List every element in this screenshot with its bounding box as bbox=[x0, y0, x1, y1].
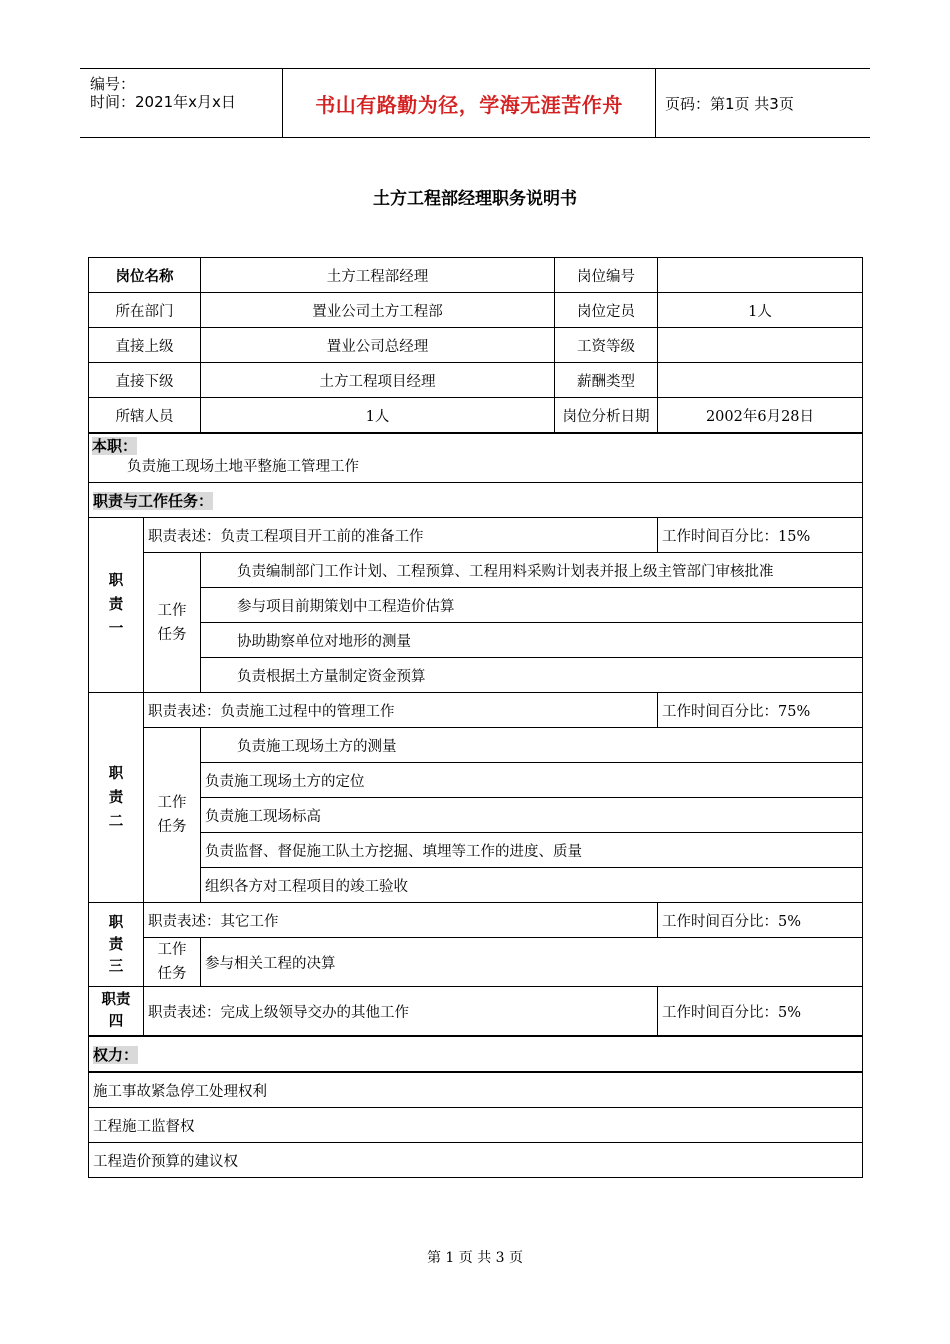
task-row bbox=[89, 728, 863, 763]
task-label: 工作 任务 bbox=[144, 938, 201, 987]
powers-label: 权力： bbox=[93, 1045, 139, 1064]
duties-label: 职责与工作任务： bbox=[93, 491, 214, 510]
task-item: 组织各方对工程项目的竣工验收 bbox=[201, 868, 863, 903]
task-row bbox=[89, 553, 863, 588]
page-footer: 第 1 页 共 3 页 bbox=[426, 1250, 524, 1266]
info-key: 所在部门 bbox=[89, 293, 201, 328]
duty-label: 职 责 一 bbox=[89, 518, 144, 693]
task-item: 负责施工现场土方的测量 bbox=[201, 728, 863, 763]
power-item: 工程造价预算的建议权 bbox=[89, 1143, 863, 1178]
task-row bbox=[89, 658, 863, 693]
powers-header-cell bbox=[89, 1036, 863, 1072]
info-row bbox=[89, 258, 863, 293]
task-label: 工作 任务 bbox=[144, 553, 201, 693]
duties-header-row bbox=[89, 483, 863, 518]
header-meta bbox=[80, 69, 282, 137]
duty-time-percent: 工作时间百分比：75% bbox=[658, 693, 863, 728]
duty-desc-row bbox=[89, 518, 863, 553]
duty-time-percent: 工作时间百分比：15% bbox=[658, 518, 863, 553]
doc-code-label: 编号： bbox=[90, 75, 136, 93]
task-item: 参与相关工程的决算 bbox=[201, 938, 863, 987]
duty-description: 职责表述：完成上级领导交办的其他工作 bbox=[144, 987, 658, 1037]
info-key: 岗位分析日期 bbox=[555, 398, 658, 434]
job-description-table bbox=[88, 257, 863, 1178]
page-number-label: 页码：第1页 共3页 bbox=[665, 94, 794, 113]
task-row bbox=[89, 588, 863, 623]
info-value: 置业公司土方工程部 bbox=[201, 293, 555, 328]
info-value: 1人 bbox=[201, 398, 555, 434]
info-value: 土方工程部经理 bbox=[201, 258, 555, 293]
power-row bbox=[89, 1143, 863, 1178]
doc-time-label: 时间：2021年x月x日 bbox=[90, 93, 236, 111]
duty-description: 职责表述：其它工作 bbox=[144, 903, 658, 938]
info-row bbox=[89, 363, 863, 398]
task-item: 负责根据土方量制定资金预算 bbox=[201, 658, 863, 693]
power-row bbox=[89, 1108, 863, 1143]
task-row bbox=[89, 623, 863, 658]
task-item: 负责编制部门工作计划、工程预算、工程用料采购计划表并报上级主管部门审核批准 bbox=[201, 553, 863, 588]
core-duty-label: 本职： bbox=[92, 437, 138, 455]
page-header bbox=[80, 68, 870, 138]
duty-desc-row bbox=[89, 903, 863, 938]
duty-label: 职责 四 bbox=[89, 987, 144, 1037]
duty-time-percent: 工作时间百分比：5% bbox=[658, 987, 863, 1037]
info-key: 工资等级 bbox=[555, 328, 658, 363]
task-row bbox=[89, 938, 863, 987]
power-row bbox=[89, 1072, 863, 1108]
core-duty-row bbox=[89, 433, 863, 483]
duty-description: 职责表述：负责工程项目开工前的准备工作 bbox=[144, 518, 658, 553]
core-duty-text: 负责施工现场土地平整施工管理工作 bbox=[127, 459, 359, 475]
info-value: 置业公司总经理 bbox=[201, 328, 555, 363]
info-value bbox=[658, 328, 863, 363]
info-key: 直接上级 bbox=[89, 328, 201, 363]
task-row bbox=[89, 833, 863, 868]
task-item: 参与项目前期策划中工程造价估算 bbox=[201, 588, 863, 623]
document-title: 土方工程部经理职务说明书 bbox=[373, 189, 577, 209]
info-key: 岗位编号 bbox=[555, 258, 658, 293]
task-label: 工作 任务 bbox=[144, 728, 201, 903]
powers-header-row bbox=[89, 1036, 863, 1072]
duties-header-cell bbox=[89, 483, 863, 518]
power-item: 施工事故紧急停工处理权利 bbox=[89, 1072, 863, 1108]
duty-desc-row bbox=[89, 987, 863, 1037]
duty-label: 职 责 三 bbox=[89, 903, 144, 987]
duty-desc-row bbox=[89, 693, 863, 728]
duty-time-percent: 工作时间百分比：5% bbox=[658, 903, 863, 938]
info-value: 2002年6月28日 bbox=[658, 398, 863, 434]
info-value: 土方工程项目经理 bbox=[201, 363, 555, 398]
info-row bbox=[89, 398, 863, 434]
info-row bbox=[89, 328, 863, 363]
info-value bbox=[658, 258, 863, 293]
info-key: 薪酬类型 bbox=[555, 363, 658, 398]
info-key: 岗位名称 bbox=[89, 258, 201, 293]
info-value bbox=[658, 363, 863, 398]
info-key: 岗位定员 bbox=[555, 293, 658, 328]
header-motto-cell bbox=[282, 69, 656, 137]
duty-description: 职责表述：负责施工过程中的管理工作 bbox=[144, 693, 658, 728]
task-item: 负责施工现场标高 bbox=[201, 798, 863, 833]
power-item: 工程施工监督权 bbox=[89, 1108, 863, 1143]
core-duty-cell bbox=[89, 433, 863, 483]
task-row bbox=[89, 868, 863, 903]
info-value: 1人 bbox=[658, 293, 863, 328]
task-row bbox=[89, 798, 863, 833]
header-page-cell bbox=[655, 69, 870, 137]
task-item: 负责监督、督促施工队土方挖掘、填埋等工作的进度、质量 bbox=[201, 833, 863, 868]
duty-label: 职 责 二 bbox=[89, 693, 144, 903]
motto-text: 书山有路勤为径，学海无涯苦作舟 bbox=[315, 92, 623, 117]
info-key: 直接下级 bbox=[89, 363, 201, 398]
task-row bbox=[89, 763, 863, 798]
info-row bbox=[89, 293, 863, 328]
task-item: 协助勘察单位对地形的测量 bbox=[201, 623, 863, 658]
task-item: 负责施工现场土方的定位 bbox=[201, 763, 863, 798]
info-key: 所辖人员 bbox=[89, 398, 201, 434]
